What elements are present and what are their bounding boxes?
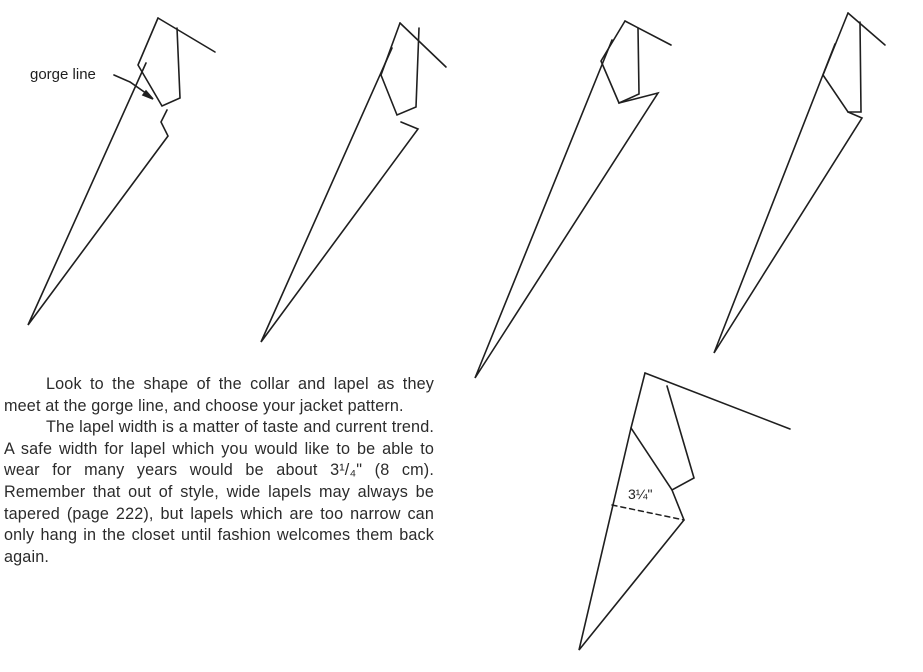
- lapel-width-dashed-line: [612, 505, 684, 520]
- collar-outline: [823, 13, 861, 112]
- collar-outline: [601, 21, 639, 103]
- paragraph-gorge: Look to the shape of the collar and lapel as they meet at the gorge line, and choose your jacket pattern.: [4, 375, 434, 415]
- collar-outline: [631, 373, 694, 490]
- lapel-width-label: 3¼": [628, 486, 653, 502]
- neck-line: [158, 18, 215, 52]
- lapel-diagram-5: [579, 373, 790, 650]
- gorge-line-arrowhead: [143, 91, 153, 99]
- lapel-outline: [261, 48, 418, 342]
- lapel-diagram-4: [714, 13, 885, 353]
- gorge-line-label: gorge line: [30, 66, 96, 83]
- body-text: [4, 374, 434, 568]
- lapel-diagram-1: [28, 18, 215, 325]
- lapel-outline: [28, 63, 168, 325]
- neck-line: [848, 13, 885, 45]
- lapel-outline: [579, 428, 684, 650]
- lapel-diagram-3: [475, 21, 671, 378]
- paragraph-lapel-width: The lapel width is a matter of taste and current trend. A safe width for lapel which you would like to be able to wear for many years would be about 3¹/₄" (8 cm). Remember that out of style, wide lapels may always be tapered (page 222), but lapels which are too narrow can only hang in the closet until fashion welcomes them back again.: [4, 418, 434, 566]
- lapel-diagram-2: [261, 23, 446, 342]
- neck-line: [400, 23, 446, 67]
- neck-line: [625, 21, 671, 45]
- lapel-outline: [475, 40, 658, 378]
- neck-line: [645, 373, 790, 429]
- lapel-outline: [714, 44, 862, 353]
